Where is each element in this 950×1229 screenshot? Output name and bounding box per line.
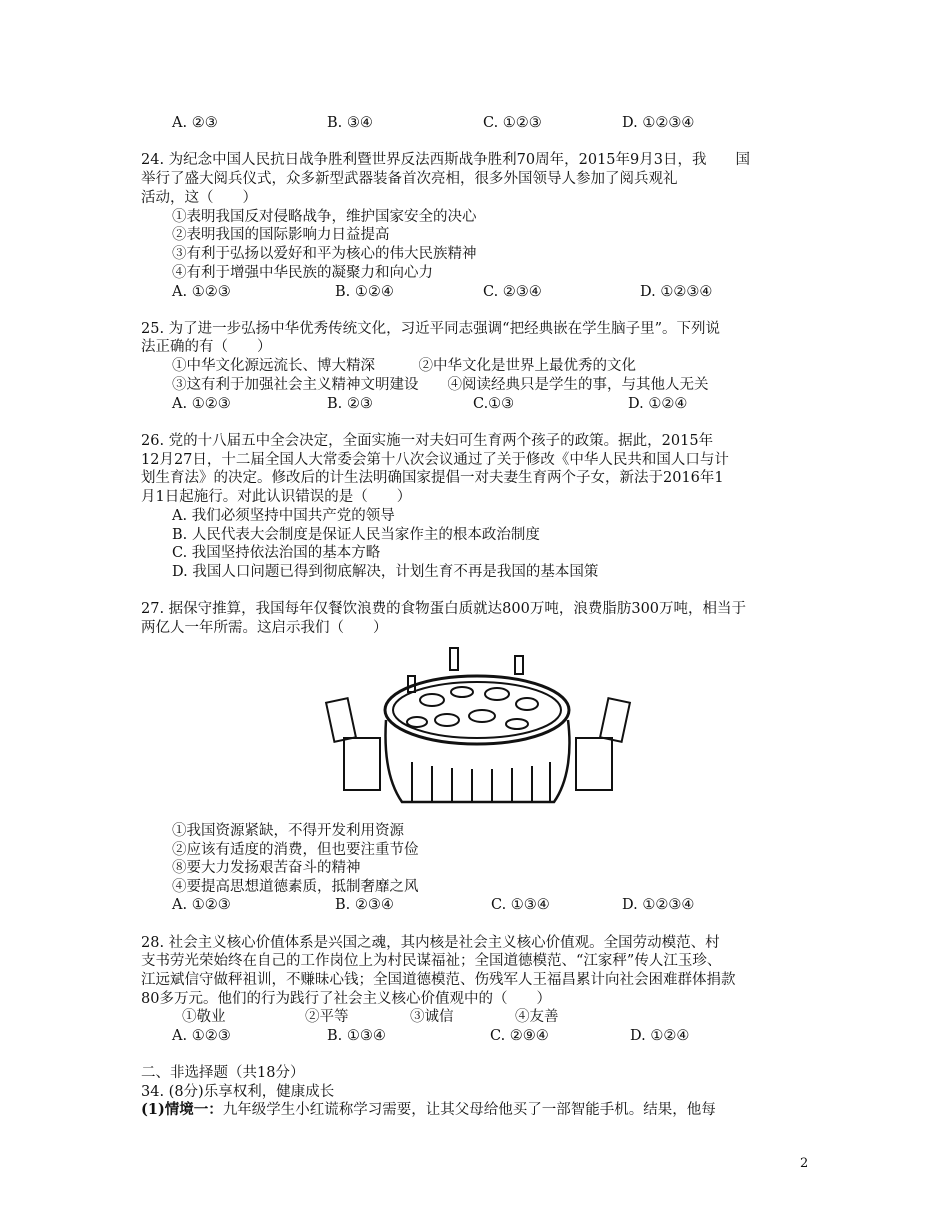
q28-stem-line: 江远斌信守做秤祖训，不赚昧心钱；全国道德模范、伤残军人王福昌累计向社会困难群体捐款 [141,972,736,988]
q23-option-d: D. ①②③④ [622,115,695,131]
q34-scenario-line [141,1101,811,1119]
q25-option-b: B. ②③ [327,396,373,412]
q27-option-b: B. ②③④ [335,897,394,913]
q24-option-b: B. ①②④ [335,284,394,300]
q24-stem-line: 举行了盛大阅兵仪式，众多新型武器装备首次亮相，很多外国领导人参加了阅兵观礼 [141,171,678,187]
q27-option-a: A. ①②③ [172,897,231,913]
q27-stem-line: 两亿人一年所需。这启示我们（ ） [141,620,388,636]
q27-item: ⑧要大力发扬艰苦奋斗的精神 [172,860,361,876]
q25-stem-line: 法正确的有（ ） [141,339,272,355]
q28-stem-line: 80多万元。他们的行为践行了社会主义核心价值观中的（ ） [141,991,551,1007]
q34-title: 34. (8分)乐享权利，健康成长 [141,1084,335,1100]
q28-option-c: C. ②⑨④ [490,1028,549,1044]
q28-option-d: D. ①②④ [630,1028,690,1044]
q25-option-c: C.①③ [473,396,515,412]
page-number: 2 [800,1156,809,1171]
q28-item: ④友善 [515,1009,559,1025]
q27-option-d: D. ①②③④ [622,897,695,913]
q24-option-d: D. ①②③④ [640,284,713,300]
q28-stem-line: 28. 社会主义核心价值体系是兴国之魂，其内核是社会主义核心价值观。全国劳动模范、村 [141,935,720,951]
q23-option-c: C. ①②③ [483,115,542,131]
q27-item: ①我国资源紧缺，不得开发利用资源 [172,823,404,839]
q23-option-a: A. ②③ [172,115,218,131]
q25-option-a: A. ①②③ [172,396,231,412]
banquet-table-illustration [322,642,632,814]
q24-stem-line: 活动，这（ ） [141,190,257,206]
q26-stem-line: 12月27日，十二届全国人大常委会第十八次会议通过了关于修改《中华人民共和国人口与计 [141,452,729,468]
q24-item: ③有利于弘扬以爱好和平为核心的伟大民族精神 [172,246,477,262]
q28-option-b: B. ①③④ [327,1028,386,1044]
q24-item: ④有利于增强中华民族的凝聚力和向心力 [172,265,433,281]
q26-option: C. 我国坚持依法治国的基本方略 [172,545,381,561]
q24-option-c: C. ②③④ [483,284,542,300]
q27-stem-line: 27. 据保守推算，我国每年仅餐饮浪费的食物蛋白质就达800万吨，浪费脂肪300万吨，相当于 [141,601,747,617]
q24-option-a: A. ①②③ [172,284,231,300]
q28-stem-line: 支书劳光荣始终在自己的工作岗位上为村民谋福祉；全国道德模范、“江家秤”传人江玉珍、 [141,953,722,969]
q25-stem-line: 25. 为了进一步弘扬中华优秀传统文化，习近平同志强调“把经典嵌在学生脑子里”。下列说 [141,321,720,337]
q28-item: ③诚信 [410,1009,454,1025]
section-heading: 二、非选择题（共18分） [141,1065,305,1081]
q26-stem-line: 月1日起施行。对此认识错误的是（ ） [141,489,412,505]
q24-item: ②表明我国的国际影响力日益提高 [172,227,390,243]
q25-option-d: D. ①②④ [628,396,688,412]
q28-item: ①敬业 [182,1009,226,1025]
q34-scenario-text: 九年级学生小红谎称学习需要，让其父母给他买了一部智能手机。结果，他每 [222,1102,716,1118]
q25-item: ①中华文化源远流长、博大精深 ②中华文化是世界上最优秀的文化 [172,358,636,374]
q27-item: ④要提高思想道德素质，抵制奢靡之风 [172,879,419,895]
q26-stem-line: 26. 党的十八届五中全会决定，全面实施一对夫妇可生育两个孩子的政策。据此，2015年 [141,433,714,449]
q27-option-c: C. ①③④ [491,897,550,913]
q26-option: A. 我们必须坚持中国共产党的领导 [172,508,395,524]
q24-item: ①表明我国反对侵略战争，维护国家安全的决心 [172,209,477,225]
q26-stem-line: 划生育法》的决定。修改后的计生法明确国家提倡一对夫妻生育两个子女，新法于2016年1 [141,470,724,486]
q24-stem-line: 24. 为纪念中国人民抗日战争胜利暨世界反法西斯战争胜利70周年，2015年9月3日，我 国 [141,152,750,168]
q23-option-b: B. ③④ [327,115,373,131]
q26-option: D. 我国人口问题已得到彻底解决，计划生育不再是我国的基本国策 [172,564,599,580]
q28-item: ②平等 [305,1009,349,1025]
q34-scenario-label: (1)情境一： [141,1101,223,1118]
q27-item: ②应该有适度的消费，但也要注重节俭 [172,842,419,858]
q25-item: ③这有利于加强社会主义精神文明建设 ④阅读经典只是学生的事，与其他人无关 [172,377,709,393]
q26-option: B. 人民代表大会制度是保证人民当家作主的根本政治制度 [172,527,540,543]
q28-option-a: A. ①②③ [172,1028,231,1044]
